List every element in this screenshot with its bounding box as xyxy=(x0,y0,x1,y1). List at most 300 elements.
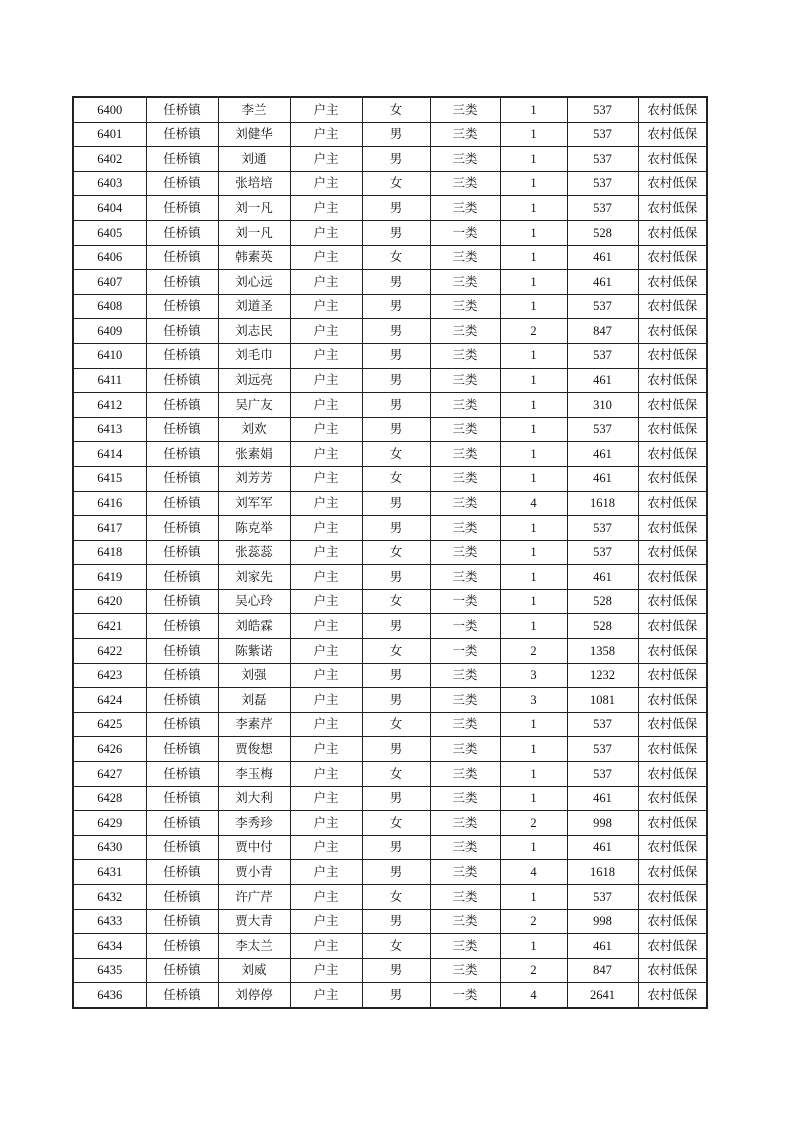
cell-amount: 2641 xyxy=(567,983,638,1008)
cell-assistance-type: 农村低保 xyxy=(638,885,707,910)
cell-gender: 男 xyxy=(362,491,430,516)
cell-serial-no: 6420 xyxy=(73,589,146,614)
cell-township: 任桥镇 xyxy=(146,835,218,860)
cell-serial-no: 6418 xyxy=(73,540,146,565)
cell-amount: 1232 xyxy=(567,663,638,688)
cell-serial-no: 6406 xyxy=(73,245,146,270)
cell-household-size: 3 xyxy=(500,663,567,688)
cell-household-size: 1 xyxy=(500,368,567,393)
cell-name: 刘心远 xyxy=(218,270,290,295)
cell-household-size: 1 xyxy=(500,516,567,541)
table-row xyxy=(73,294,707,319)
cell-relation: 户主 xyxy=(290,147,362,172)
cell-amount: 310 xyxy=(567,393,638,418)
cell-amount: 537 xyxy=(567,294,638,319)
cell-gender: 男 xyxy=(362,516,430,541)
cell-household-size: 1 xyxy=(500,294,567,319)
cell-relation: 户主 xyxy=(290,811,362,836)
cell-gender: 女 xyxy=(362,811,430,836)
cell-serial-no: 6407 xyxy=(73,270,146,295)
cell-relation: 户主 xyxy=(290,614,362,639)
cell-household-size: 2 xyxy=(500,958,567,983)
table-row xyxy=(73,811,707,836)
cell-assistance-type: 农村低保 xyxy=(638,393,707,418)
table-row xyxy=(73,614,707,639)
table-row xyxy=(73,122,707,147)
cell-township: 任桥镇 xyxy=(146,368,218,393)
cell-assistance-type: 农村低保 xyxy=(638,639,707,664)
cell-category: 一类 xyxy=(430,639,500,664)
cell-township: 任桥镇 xyxy=(146,245,218,270)
cell-household-size: 3 xyxy=(500,688,567,713)
cell-category: 三类 xyxy=(430,368,500,393)
cell-serial-no: 6427 xyxy=(73,762,146,787)
cell-assistance-type: 农村低保 xyxy=(638,958,707,983)
cell-assistance-type: 农村低保 xyxy=(638,97,707,122)
cell-assistance-type: 农村低保 xyxy=(638,196,707,221)
cell-relation: 户主 xyxy=(290,860,362,885)
table-row xyxy=(73,417,707,442)
cell-amount: 537 xyxy=(567,737,638,762)
cell-gender: 女 xyxy=(362,934,430,959)
cell-category: 三类 xyxy=(430,786,500,811)
cell-assistance-type: 农村低保 xyxy=(638,417,707,442)
cell-household-size: 1 xyxy=(500,712,567,737)
cell-relation: 户主 xyxy=(290,909,362,934)
cell-serial-no: 6430 xyxy=(73,835,146,860)
table-row xyxy=(73,540,707,565)
table-row xyxy=(73,171,707,196)
cell-assistance-type: 农村低保 xyxy=(638,466,707,491)
cell-amount: 537 xyxy=(567,343,638,368)
cell-township: 任桥镇 xyxy=(146,885,218,910)
cell-household-size: 1 xyxy=(500,245,567,270)
cell-name: 刘一凡 xyxy=(218,220,290,245)
cell-township: 任桥镇 xyxy=(146,466,218,491)
cell-gender: 男 xyxy=(362,983,430,1008)
cell-gender: 男 xyxy=(362,368,430,393)
table-row xyxy=(73,983,707,1008)
cell-serial-no: 6415 xyxy=(73,466,146,491)
table-row xyxy=(73,466,707,491)
cell-name: 刘大利 xyxy=(218,786,290,811)
table-row xyxy=(73,343,707,368)
cell-assistance-type: 农村低保 xyxy=(638,245,707,270)
cell-name: 吴心玲 xyxy=(218,589,290,614)
cell-township: 任桥镇 xyxy=(146,663,218,688)
cell-amount: 461 xyxy=(567,245,638,270)
cell-assistance-type: 农村低保 xyxy=(638,811,707,836)
cell-township: 任桥镇 xyxy=(146,589,218,614)
cell-serial-no: 6426 xyxy=(73,737,146,762)
cell-township: 任桥镇 xyxy=(146,958,218,983)
cell-name: 陈紫诺 xyxy=(218,639,290,664)
cell-name: 刘威 xyxy=(218,958,290,983)
cell-relation: 户主 xyxy=(290,319,362,344)
cell-gender: 女 xyxy=(362,639,430,664)
cell-name: 刘军军 xyxy=(218,491,290,516)
cell-gender: 女 xyxy=(362,885,430,910)
cell-township: 任桥镇 xyxy=(146,737,218,762)
cell-assistance-type: 农村低保 xyxy=(638,319,707,344)
cell-relation: 户主 xyxy=(290,565,362,590)
cell-serial-no: 6423 xyxy=(73,663,146,688)
cell-township: 任桥镇 xyxy=(146,491,218,516)
cell-amount: 537 xyxy=(567,171,638,196)
cell-amount: 1618 xyxy=(567,491,638,516)
cell-household-size: 2 xyxy=(500,319,567,344)
table-row xyxy=(73,442,707,467)
cell-township: 任桥镇 xyxy=(146,122,218,147)
cell-relation: 户主 xyxy=(290,368,362,393)
cell-serial-no: 6402 xyxy=(73,147,146,172)
cell-serial-no: 6411 xyxy=(73,368,146,393)
cell-relation: 户主 xyxy=(290,220,362,245)
cell-relation: 户主 xyxy=(290,245,362,270)
cell-name: 刘志民 xyxy=(218,319,290,344)
cell-relation: 户主 xyxy=(290,393,362,418)
cell-name: 张素娟 xyxy=(218,442,290,467)
table-row xyxy=(73,958,707,983)
table-row xyxy=(73,393,707,418)
cell-category: 三类 xyxy=(430,171,500,196)
roster-table xyxy=(72,96,708,1009)
cell-category: 三类 xyxy=(430,270,500,295)
cell-gender: 男 xyxy=(362,343,430,368)
cell-category: 三类 xyxy=(430,737,500,762)
cell-township: 任桥镇 xyxy=(146,934,218,959)
cell-gender: 男 xyxy=(362,958,430,983)
cell-name: 刘皓霖 xyxy=(218,614,290,639)
cell-household-size: 4 xyxy=(500,491,567,516)
cell-name: 刘停停 xyxy=(218,983,290,1008)
cell-name: 李素芹 xyxy=(218,712,290,737)
cell-category: 三类 xyxy=(430,516,500,541)
cell-gender: 女 xyxy=(362,97,430,122)
table-row xyxy=(73,368,707,393)
cell-name: 张培培 xyxy=(218,171,290,196)
cell-name: 许广芹 xyxy=(218,885,290,910)
cell-amount: 1618 xyxy=(567,860,638,885)
table-row xyxy=(73,147,707,172)
cell-assistance-type: 农村低保 xyxy=(638,270,707,295)
cell-serial-no: 6414 xyxy=(73,442,146,467)
cell-serial-no: 6425 xyxy=(73,712,146,737)
cell-category: 一类 xyxy=(430,983,500,1008)
cell-amount: 461 xyxy=(567,934,638,959)
cell-amount: 847 xyxy=(567,319,638,344)
cell-township: 任桥镇 xyxy=(146,270,218,295)
cell-relation: 户主 xyxy=(290,442,362,467)
cell-household-size: 1 xyxy=(500,97,567,122)
cell-assistance-type: 农村低保 xyxy=(638,688,707,713)
cell-township: 任桥镇 xyxy=(146,147,218,172)
cell-relation: 户主 xyxy=(290,885,362,910)
cell-relation: 户主 xyxy=(290,516,362,541)
cell-amount: 537 xyxy=(567,417,638,442)
cell-assistance-type: 农村低保 xyxy=(638,663,707,688)
cell-relation: 户主 xyxy=(290,270,362,295)
cell-category: 三类 xyxy=(430,319,500,344)
cell-gender: 男 xyxy=(362,220,430,245)
cell-assistance-type: 农村低保 xyxy=(638,835,707,860)
cell-amount: 461 xyxy=(567,368,638,393)
cell-name: 刘通 xyxy=(218,147,290,172)
table-row xyxy=(73,565,707,590)
table-row xyxy=(73,835,707,860)
cell-gender: 男 xyxy=(362,270,430,295)
cell-household-size: 2 xyxy=(500,909,567,934)
cell-serial-no: 6424 xyxy=(73,688,146,713)
cell-category: 三类 xyxy=(430,835,500,860)
cell-name: 贾小青 xyxy=(218,860,290,885)
cell-name: 刘远亮 xyxy=(218,368,290,393)
cell-name: 刘家先 xyxy=(218,565,290,590)
cell-household-size: 1 xyxy=(500,589,567,614)
cell-category: 一类 xyxy=(430,589,500,614)
table-row xyxy=(73,245,707,270)
cell-gender: 女 xyxy=(362,540,430,565)
cell-township: 任桥镇 xyxy=(146,171,218,196)
cell-household-size: 1 xyxy=(500,343,567,368)
cell-township: 任桥镇 xyxy=(146,319,218,344)
cell-gender: 女 xyxy=(362,442,430,467)
cell-household-size: 1 xyxy=(500,540,567,565)
cell-township: 任桥镇 xyxy=(146,196,218,221)
cell-relation: 户主 xyxy=(290,934,362,959)
cell-household-size: 1 xyxy=(500,786,567,811)
cell-township: 任桥镇 xyxy=(146,614,218,639)
cell-name: 吴广友 xyxy=(218,393,290,418)
table-row xyxy=(73,712,707,737)
cell-township: 任桥镇 xyxy=(146,343,218,368)
cell-relation: 户主 xyxy=(290,712,362,737)
cell-serial-no: 6416 xyxy=(73,491,146,516)
cell-name: 刘毛巾 xyxy=(218,343,290,368)
cell-gender: 男 xyxy=(362,786,430,811)
cell-assistance-type: 农村低保 xyxy=(638,983,707,1008)
cell-assistance-type: 农村低保 xyxy=(638,762,707,787)
cell-amount: 528 xyxy=(567,220,638,245)
cell-name: 张蕊蕊 xyxy=(218,540,290,565)
cell-gender: 男 xyxy=(362,860,430,885)
cell-household-size: 2 xyxy=(500,811,567,836)
cell-household-size: 1 xyxy=(500,417,567,442)
cell-assistance-type: 农村低保 xyxy=(638,220,707,245)
table-row xyxy=(73,885,707,910)
cell-amount: 537 xyxy=(567,712,638,737)
cell-category: 三类 xyxy=(430,491,500,516)
cell-serial-no: 6419 xyxy=(73,565,146,590)
cell-gender: 男 xyxy=(362,393,430,418)
cell-name: 刘磊 xyxy=(218,688,290,713)
cell-gender: 男 xyxy=(362,319,430,344)
cell-serial-no: 6428 xyxy=(73,786,146,811)
table-row xyxy=(73,270,707,295)
cell-name: 贾俊想 xyxy=(218,737,290,762)
cell-category: 三类 xyxy=(430,147,500,172)
cell-relation: 户主 xyxy=(290,417,362,442)
cell-township: 任桥镇 xyxy=(146,442,218,467)
cell-relation: 户主 xyxy=(290,540,362,565)
cell-name: 刘一凡 xyxy=(218,196,290,221)
cell-category: 三类 xyxy=(430,122,500,147)
cell-household-size: 1 xyxy=(500,196,567,221)
cell-category: 三类 xyxy=(430,196,500,221)
cell-assistance-type: 农村低保 xyxy=(638,294,707,319)
cell-name: 李兰 xyxy=(218,97,290,122)
cell-household-size: 1 xyxy=(500,762,567,787)
cell-category: 三类 xyxy=(430,885,500,910)
cell-household-size: 1 xyxy=(500,614,567,639)
cell-category: 三类 xyxy=(430,97,500,122)
cell-amount: 998 xyxy=(567,909,638,934)
cell-name: 刘芳芳 xyxy=(218,466,290,491)
cell-serial-no: 6412 xyxy=(73,393,146,418)
table-row xyxy=(73,516,707,541)
cell-township: 任桥镇 xyxy=(146,860,218,885)
cell-township: 任桥镇 xyxy=(146,909,218,934)
cell-household-size: 1 xyxy=(500,147,567,172)
table-row xyxy=(73,786,707,811)
cell-relation: 户主 xyxy=(290,294,362,319)
cell-name: 贾中付 xyxy=(218,835,290,860)
cell-relation: 户主 xyxy=(290,663,362,688)
cell-serial-no: 6435 xyxy=(73,958,146,983)
cell-township: 任桥镇 xyxy=(146,688,218,713)
cell-category: 三类 xyxy=(430,688,500,713)
cell-assistance-type: 农村低保 xyxy=(638,442,707,467)
cell-household-size: 1 xyxy=(500,220,567,245)
cell-serial-no: 6422 xyxy=(73,639,146,664)
cell-serial-no: 6410 xyxy=(73,343,146,368)
cell-serial-no: 6421 xyxy=(73,614,146,639)
cell-relation: 户主 xyxy=(290,466,362,491)
cell-category: 三类 xyxy=(430,811,500,836)
roster-body xyxy=(73,97,707,1008)
cell-assistance-type: 农村低保 xyxy=(638,712,707,737)
cell-name: 韩素英 xyxy=(218,245,290,270)
cell-relation: 户主 xyxy=(290,122,362,147)
table-row xyxy=(73,220,707,245)
cell-relation: 户主 xyxy=(290,958,362,983)
cell-gender: 女 xyxy=(362,245,430,270)
cell-assistance-type: 农村低保 xyxy=(638,786,707,811)
cell-category: 一类 xyxy=(430,220,500,245)
cell-assistance-type: 农村低保 xyxy=(638,122,707,147)
table-row xyxy=(73,909,707,934)
cell-gender: 女 xyxy=(362,466,430,491)
table-row xyxy=(73,97,707,122)
cell-name: 李秀珍 xyxy=(218,811,290,836)
cell-gender: 男 xyxy=(362,147,430,172)
cell-serial-no: 6400 xyxy=(73,97,146,122)
cell-amount: 528 xyxy=(567,589,638,614)
table-row xyxy=(73,688,707,713)
cell-relation: 户主 xyxy=(290,97,362,122)
cell-serial-no: 6404 xyxy=(73,196,146,221)
cell-category: 三类 xyxy=(430,565,500,590)
cell-serial-no: 6401 xyxy=(73,122,146,147)
cell-category: 三类 xyxy=(430,466,500,491)
cell-township: 任桥镇 xyxy=(146,97,218,122)
cell-township: 任桥镇 xyxy=(146,983,218,1008)
cell-assistance-type: 农村低保 xyxy=(638,909,707,934)
cell-category: 三类 xyxy=(430,712,500,737)
cell-amount: 461 xyxy=(567,270,638,295)
cell-category: 三类 xyxy=(430,417,500,442)
cell-household-size: 1 xyxy=(500,270,567,295)
cell-serial-no: 6436 xyxy=(73,983,146,1008)
cell-relation: 户主 xyxy=(290,639,362,664)
table-row xyxy=(73,196,707,221)
cell-assistance-type: 农村低保 xyxy=(638,565,707,590)
cell-gender: 男 xyxy=(362,614,430,639)
cell-gender: 男 xyxy=(362,835,430,860)
cell-serial-no: 6417 xyxy=(73,516,146,541)
cell-amount: 528 xyxy=(567,614,638,639)
cell-relation: 户主 xyxy=(290,835,362,860)
cell-township: 任桥镇 xyxy=(146,639,218,664)
table-row xyxy=(73,589,707,614)
cell-name: 贾大青 xyxy=(218,909,290,934)
cell-name: 刘欢 xyxy=(218,417,290,442)
cell-relation: 户主 xyxy=(290,762,362,787)
cell-gender: 男 xyxy=(362,565,430,590)
cell-relation: 户主 xyxy=(290,589,362,614)
cell-amount: 461 xyxy=(567,442,638,467)
cell-category: 三类 xyxy=(430,442,500,467)
cell-assistance-type: 农村低保 xyxy=(638,491,707,516)
cell-household-size: 4 xyxy=(500,860,567,885)
cell-serial-no: 6429 xyxy=(73,811,146,836)
cell-township: 任桥镇 xyxy=(146,294,218,319)
cell-township: 任桥镇 xyxy=(146,811,218,836)
cell-gender: 男 xyxy=(362,196,430,221)
cell-household-size: 1 xyxy=(500,466,567,491)
cell-gender: 女 xyxy=(362,171,430,196)
cell-gender: 女 xyxy=(362,589,430,614)
cell-household-size: 1 xyxy=(500,934,567,959)
cell-serial-no: 6408 xyxy=(73,294,146,319)
cell-township: 任桥镇 xyxy=(146,393,218,418)
cell-name: 李太兰 xyxy=(218,934,290,959)
cell-amount: 847 xyxy=(567,958,638,983)
cell-gender: 男 xyxy=(362,737,430,762)
cell-amount: 1081 xyxy=(567,688,638,713)
cell-township: 任桥镇 xyxy=(146,786,218,811)
cell-household-size: 1 xyxy=(500,171,567,196)
cell-township: 任桥镇 xyxy=(146,565,218,590)
cell-name: 陈克举 xyxy=(218,516,290,541)
cell-township: 任桥镇 xyxy=(146,516,218,541)
cell-amount: 461 xyxy=(567,835,638,860)
cell-assistance-type: 农村低保 xyxy=(638,368,707,393)
cell-amount: 537 xyxy=(567,516,638,541)
cell-assistance-type: 农村低保 xyxy=(638,934,707,959)
cell-assistance-type: 农村低保 xyxy=(638,171,707,196)
cell-amount: 537 xyxy=(567,122,638,147)
cell-gender: 男 xyxy=(362,294,430,319)
cell-amount: 461 xyxy=(567,786,638,811)
cell-category: 三类 xyxy=(430,663,500,688)
cell-amount: 537 xyxy=(567,196,638,221)
cell-category: 三类 xyxy=(430,860,500,885)
cell-household-size: 1 xyxy=(500,565,567,590)
cell-household-size: 2 xyxy=(500,639,567,664)
cell-relation: 户主 xyxy=(290,171,362,196)
table-row xyxy=(73,319,707,344)
